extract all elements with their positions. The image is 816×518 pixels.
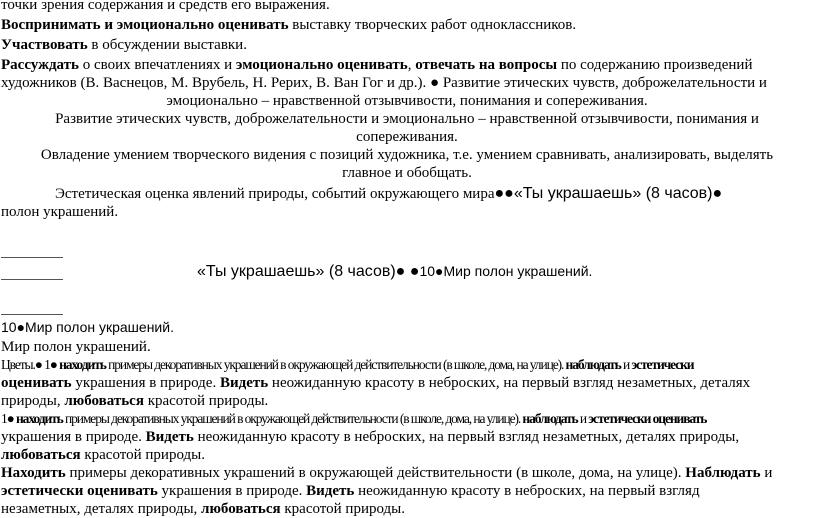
text-line-19 — [1, 410, 706, 428]
line-text: красотой природы. — [143, 393, 269, 409]
text-line-12 — [1, 203, 118, 221]
line-text: украшения в природе. — [157, 483, 307, 499]
text-line-6 — [1, 92, 813, 110]
line-text: примеры декоративных украшений в окружающей действительности (в школе, дома, на улице). — [62, 411, 523, 426]
text-line-8 — [1, 128, 813, 146]
text-line-21 — [1, 446, 205, 464]
line-text: 1● — [1, 411, 16, 426]
bold-phrase: Видеть — [306, 483, 355, 499]
line-text: выставку творческих работ одноклассников. — [288, 17, 577, 33]
text-line-15 — [1, 338, 151, 356]
bold-phrase: эстетически — [631, 357, 694, 372]
text-line-4 — [1, 56, 753, 74]
line-text: Цветы.● 1● — [1, 357, 60, 372]
text-line-7 — [1, 110, 813, 128]
line-text: и — [760, 465, 773, 481]
line-text: 10●Мир полон украшений. — [419, 263, 593, 279]
bold-phrase: находить — [59, 357, 106, 372]
line-text: в обсуждении выставки. — [87, 37, 247, 53]
bold-phrase: Рассуждать — [1, 57, 79, 73]
line-text: 10●Мир полон украшений. — [1, 319, 174, 335]
section-heading: ●●«Ты украшаешь» (8 часов)● — [494, 185, 723, 202]
line-text: красотой природы. — [80, 447, 205, 463]
line-text: Развитие этических чувств, доброжелательности и эмоционально – нравственной отзывчивости, понимания и — [55, 111, 759, 127]
bold-phrase: наблюдать — [522, 411, 578, 426]
text-line-24 — [1, 500, 405, 518]
bold-phrase: наблюдать — [565, 357, 621, 372]
text-line-18 — [1, 392, 268, 410]
line-text: Овладение умением творческого видения с позиций художника, т.е. умением сравнивать, анализировать, выделять — [40, 147, 774, 163]
line-text: Мир полон украшений. — [1, 339, 151, 355]
text-line-20 — [1, 428, 739, 446]
bold-phrase: Видеть — [219, 375, 269, 391]
line-text: незаметных, деталях природы, — [1, 501, 202, 517]
line-text: художников (В. Васнецов, М. Врубель, Н. Рерих, В. Ван Гог и др.). ● Развитие этических чувств, доброжелательности и — [1, 75, 767, 91]
line-text: украшения в природе. — [71, 375, 220, 391]
text-line-1 — [1, 0, 330, 14]
bold-phrase: любоваться — [1, 447, 81, 463]
bold-phrase: оценивать — [1, 375, 72, 391]
bold-phrase: эмоционально оценивать — [235, 57, 408, 73]
divider-rule — [1, 257, 63, 258]
bold-phrase: Находить — [1, 465, 66, 481]
text-line-5 — [1, 74, 767, 92]
divider-rule — [1, 314, 63, 315]
line-text: , — [407, 57, 416, 73]
text-line-17 — [1, 374, 750, 392]
line-text: полон украшений. — [1, 204, 119, 220]
line-text: эмоционально – нравственной отзывчивости, понимания и сопереживания. — [166, 93, 648, 109]
bold-phrase: любоваться — [201, 501, 281, 517]
line-text: о своих впечатлениях и — [78, 57, 236, 73]
bold-phrase: эстетически оценивать — [588, 411, 707, 426]
bold-phrase: отвечать на вопросы — [415, 57, 558, 73]
line-text: примеры декоративных украшений в окружающей действительности (в школе, дома, на улице). — [65, 465, 686, 481]
text-line-13 — [197, 262, 592, 281]
text-line-23 — [1, 482, 700, 500]
text-line-16 — [1, 356, 693, 374]
bold-phrase: Воспринимать и эмоционально оценивать — [1, 17, 289, 33]
line-text: по содержанию произведений — [557, 57, 753, 73]
bold-phrase: Видеть — [145, 429, 194, 445]
line-text: сопереживания. — [356, 129, 458, 145]
bold-phrase: любоваться — [64, 393, 144, 409]
text-line-22 — [1, 464, 772, 482]
line-text: и — [620, 357, 632, 372]
line-text: красотой природы. — [280, 501, 406, 517]
text-line-3 — [1, 36, 247, 54]
line-text: неожиданную красоту в неброских, на первый взгляд незаметных, деталях природы, — [193, 429, 740, 445]
line-text: украшения в природе. — [1, 429, 146, 445]
section-heading: «Ты украшаешь» (8 часов)● ● — [197, 263, 420, 280]
line-text: неожиданную красоту в неброских, на первый взгляд — [354, 483, 700, 499]
line-text: главное и обобщать. — [342, 165, 472, 181]
text-line-9 — [1, 146, 813, 164]
bold-phrase: Участвовать — [1, 37, 88, 53]
line-text: и — [577, 411, 589, 426]
line-text: Эстетическая оценка явлений природы, событий окружающего мира — [55, 186, 495, 202]
line-text: точки зрения содержания и средств его выражения. — [1, 0, 330, 13]
bold-phrase: находить — [15, 411, 63, 426]
line-text: примеры декоративных украшений в окружающей действительности (в школе, дома, на улице). — [105, 357, 566, 372]
line-text: природы, — [1, 393, 65, 409]
divider-rule — [1, 279, 63, 280]
bold-phrase: Наблюдать — [685, 465, 761, 481]
text-line-2 — [1, 16, 576, 34]
text-line-14 — [1, 318, 174, 336]
text-line-11 — [55, 185, 722, 203]
text-line-10 — [1, 164, 813, 182]
line-text: неожиданную красоту в неброских, на первый взгляд незаметных, деталях — [268, 375, 751, 391]
bold-phrase: эстетически оценивать — [1, 483, 158, 499]
